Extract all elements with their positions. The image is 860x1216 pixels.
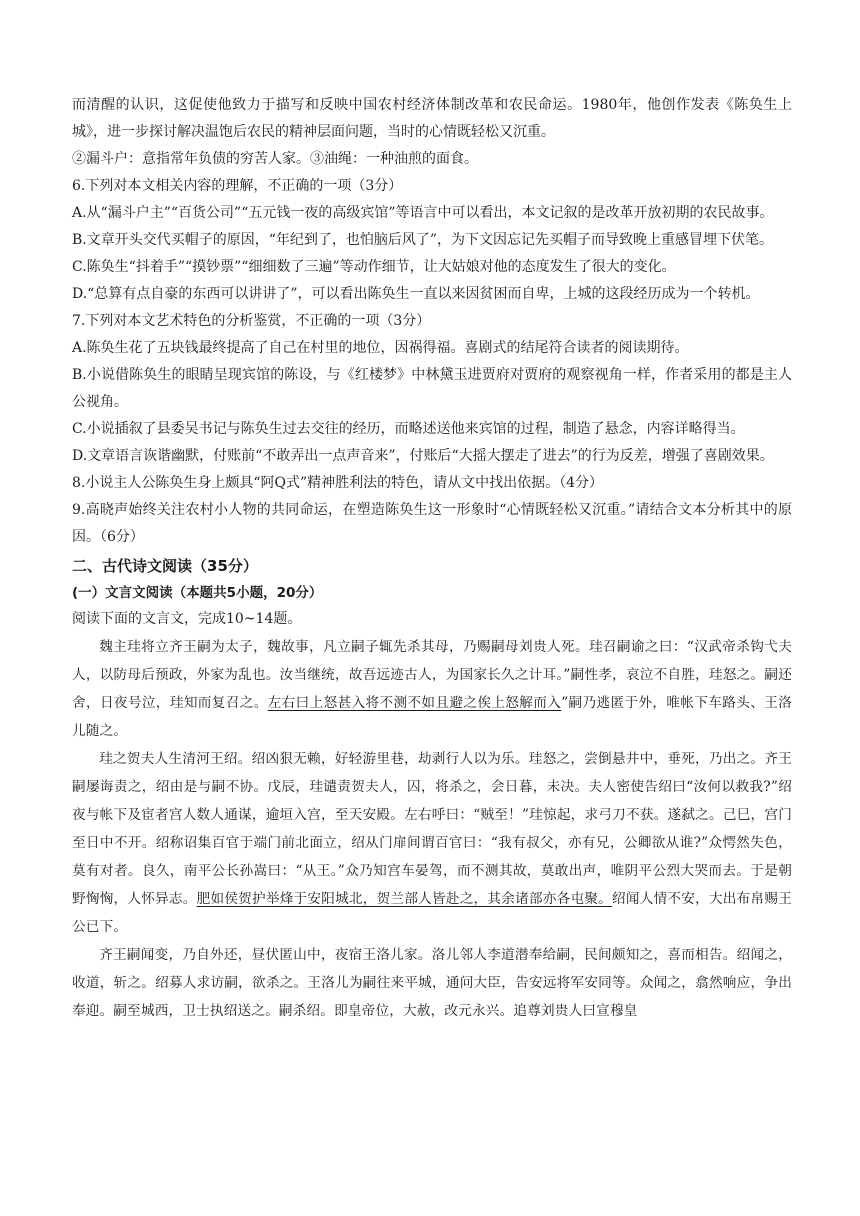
classical-para1-tail: ”嗣乃逃匿于外，唯帐下车路头、王洛儿随之。 (72, 695, 792, 739)
classical-para1-text: 魏主珪将立齐王嗣为太子，魏故事，凡立嗣子辄先杀其母，乃赐嗣母刘贵人死。珪召嗣谕之曰：“汉武帝杀钩弋夫人，以防母后预政，外家为乱也。汝当继统，故吾远迹古人，为国家长久之计耳。”嗣性孝，哀泣不自胜，珪怒之。嗣还舍，日夜号泣，珪知而复召之。 (72, 639, 792, 711)
document-page (72, 92, 792, 1025)
q6-option-d: D.“总算有点自豪的东西可以讲讲了”，可以看出陈奂生一直以来因贫困而自卑，上城的这段经历成为一个转机。 (72, 286, 760, 302)
section-2-title: 二、古代诗文阅读（35分） (72, 557, 258, 575)
q7-option-d: D.文章语言诙谐幽默，付账前“不敢弄出一点声音来”，付账后“大摇大摆走了进去”的行为反差，增强了喜剧效果。 (72, 448, 774, 464)
q7-option-a: A.陈奂生花了五块钱最终提高了自己在村里的地位，因祸得福。喜剧式的结尾符合读者的阅读期待。 (72, 340, 689, 356)
reading-instruction: 阅读下面的文言文，完成10~14题。 (72, 611, 302, 627)
q6-option-c: C.陈奂生“抖着手”“摸钞票”“细细数了三遍”等动作细节，让大姑娘对他的态度发生了很大的变化。 (72, 259, 676, 275)
q7-option-c: C.小说插叙了县委吴书记与陈奂生过去交往的经历，而略述送他来宾馆的过程，制造了悬念，内容详略得当。 (72, 421, 745, 437)
q6-option-b: B.文章开头交代买帽子的原因，“年纪到了，也怕脑后风了”，为下文因忘记先买帽子而导致晚上重感冒埋下伏笔。 (72, 232, 774, 248)
classical-para2-text: 珪之贺夫人生清河王绍。绍凶狠无赖，好轻游里巷，劫剥行人以为乐。珪怒之，尝倒悬井中，垂死，乃出之。齐王嗣屡诲责之，绍由是与嗣不协。戊辰，珪谴责贺夫人，囚，将杀之，会日暮，未决。夫人密使告绍曰“汝何以救我?”绍夜与帐下及宦者宫人数人通谋，逾垣入宫，至天安殿。左右呼曰：“贼至！”珪惊起，求弓刀不获。遂弑之。己巳，宫门至日中不开。绍称诏集百官于端门前北面立，绍从门扉间谓百官曰：“我有叔父，亦有兄，公卿欲从谁?”众愕然失色，莫有对者。良久，南平公长孙嵩曰：“从王。”众乃知宫车晏驾，而不测其故，莫敢出声，唯阴平公烈大哭而去。于是朝野恟恟，人怀异志。 (72, 751, 792, 907)
classical-paragraph-2 (72, 745, 792, 941)
q7-stem: 7.下列对本文艺术特色的分析鉴赏，不正确的一项（3分） (72, 313, 431, 329)
q7-option-b: B.小说借陈奂生的眼睛呈现宾馆的陈设，与《红楼梦》中林黛玉进贾府对贾府的观察视角一样，作者采用的都是主人公视角。 (72, 367, 792, 410)
q9: 9.高晓声始终关注农村小人物的共同命运，在塑造陈奂生这一形象时“心情既轻松又沉重。”请结合文本分析其中的原因。（6分） (72, 502, 792, 545)
q8: 8.小说主人公陈奂生身上颇具“阿Q式”精神胜利法的特色，请从文中找出依据。（4分） (72, 475, 604, 491)
underlined-sentence-2: 肥如侯贺护举烽于安阳城北，贺兰部人皆赴之，其余诸部亦各屯聚。 (196, 891, 613, 907)
classical-paragraph-3: 齐王嗣闻变，乃自外还，昼伏匿山中，夜宿王洛儿家。洛儿邻人李道潜奉给嗣，民间颇知之，喜而相告。绍闻之，收道，斩之。绍募人求访嗣，欲杀之。王洛儿为嗣往来平城，通问大臣，告安远将军安同等。众闻之，翕然响应，争出奉迎。嗣至城西，卫士执绍送之。嗣杀绍。即皇帝位，大赦，改元永兴。追尊刘贵人曰宣穆皇 (72, 947, 792, 1019)
q6-option-a: A.从“漏斗户主”“百货公司”“五元钱一夜的高级宾馆”等语言中可以看出，本文记叙的是改革开放初期的农民故事。 (72, 205, 774, 221)
classical-para2-tail: 绍闻人情不安，大出布帛赐王公已下。 (72, 891, 792, 935)
q6-stem: 6.下列对本文相关内容的理解，不正确的一项（3分） (72, 178, 403, 194)
footnote-2-3: ②漏斗户：意指常年负债的穷苦人家。③油绳：一种油煎的面食。 (72, 151, 478, 167)
intro-text: 而清醒的认识，这促使他致力于描写和反映中国农村经济体制改革和农民命运。1980年，他创作发表《陈奂生上城》，进一步探讨解决温饱后农民的精神层面问题，当时的心情既轻松又沉重。 (72, 97, 792, 140)
section-2-subtitle: (一）文言文阅读（本题共5小题，20分） (72, 585, 323, 601)
underlined-sentence-1: 左右曰上怒甚入将不测不如且避之俟上怒解而入 (267, 695, 562, 711)
classical-paragraph-1 (72, 633, 792, 745)
